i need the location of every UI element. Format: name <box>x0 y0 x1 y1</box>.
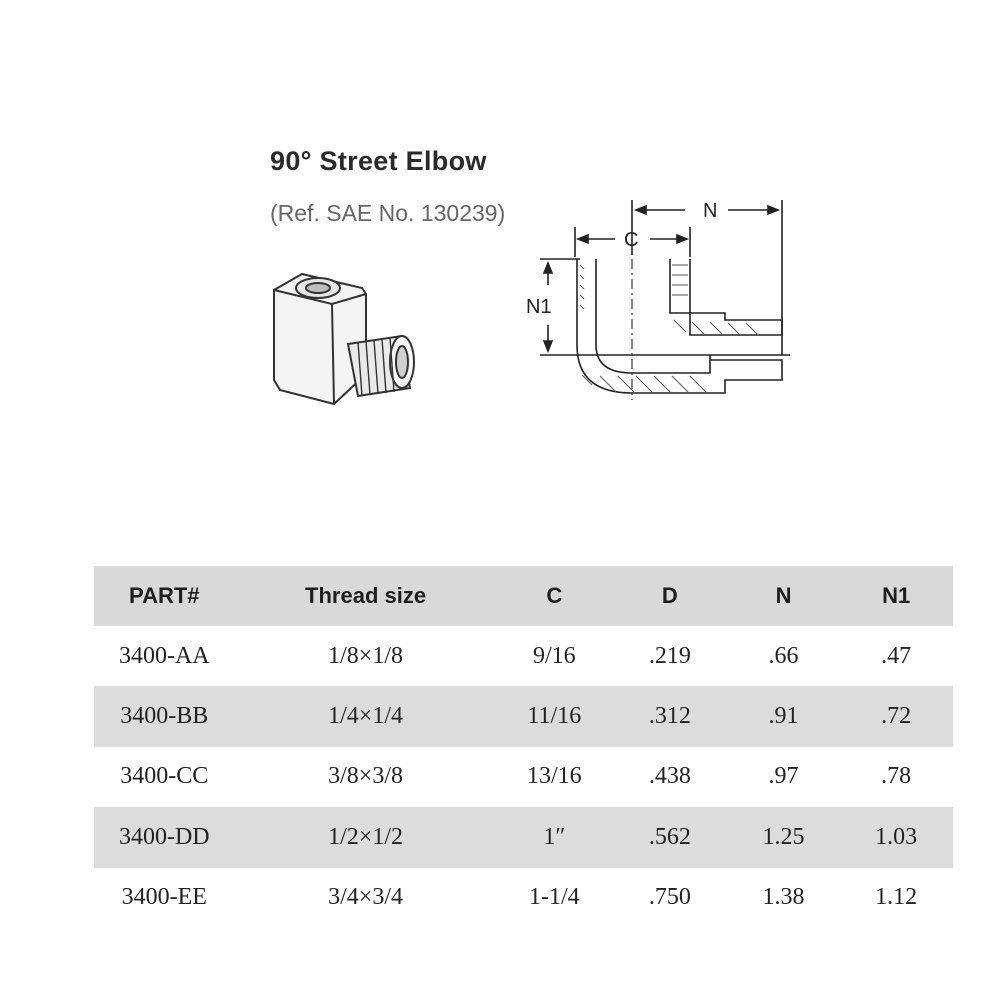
table-cell: 1.38 <box>762 884 805 911</box>
table-cell: .78 <box>881 763 912 790</box>
table-cell: 1.12 <box>875 884 918 911</box>
table-cell: 3/4×3/4 <box>328 884 403 911</box>
column-header: C <box>546 583 563 608</box>
table-cell: 13/16 <box>526 763 582 790</box>
column-header: Thread size <box>305 583 427 608</box>
table-row <box>94 747 953 807</box>
dimension-c-label: C <box>624 229 639 251</box>
page-subtitle: (Ref. SAE No. 130239) <box>270 200 506 226</box>
table-cell: .47 <box>881 642 912 669</box>
table-cell: .438 <box>648 763 691 790</box>
dimension-n1-label: N1 <box>526 296 552 318</box>
table-cell: 1/8×1/8 <box>328 642 403 669</box>
table-row <box>94 686 953 746</box>
table-cell: .219 <box>648 642 691 669</box>
section-drawing <box>520 195 800 410</box>
table-cell: .91 <box>768 703 799 730</box>
table-cell: .562 <box>648 823 691 850</box>
table-cell: .72 <box>881 703 912 730</box>
table-cell: 9/16 <box>532 642 576 669</box>
elbow-fitting-illustration <box>262 262 422 412</box>
table-cell: 1.25 <box>762 823 805 850</box>
table-cell: 3400-EE <box>121 884 207 911</box>
table-cell: 3/8×3/8 <box>328 763 403 790</box>
table-cell: .66 <box>768 642 799 669</box>
table-cell: 1-1/4 <box>528 884 580 911</box>
table-row <box>94 868 953 928</box>
table-cell: 1/4×1/4 <box>328 703 403 730</box>
column-header: PART# <box>129 583 200 608</box>
column-header: N <box>775 583 792 608</box>
table-header-row <box>94 566 953 626</box>
page-title: 90° Street Elbow <box>270 146 487 176</box>
table-cell: .97 <box>768 763 799 790</box>
table-cell: 3400-BB <box>120 703 209 730</box>
table-cell: .312 <box>648 703 691 730</box>
column-header: D <box>661 583 678 608</box>
table-cell: 3400-CC <box>120 763 209 790</box>
table-cell: .750 <box>648 884 691 911</box>
dimension-n-label: N <box>703 200 718 222</box>
dimensions-table <box>94 566 953 928</box>
table-cell: 3400-DD <box>118 823 210 850</box>
table-cell: 1/2×1/2 <box>328 823 403 850</box>
table-row <box>94 807 953 867</box>
table-cell: 1″ <box>543 823 566 850</box>
column-header: N1 <box>882 583 911 608</box>
table-cell: 3400-AA <box>118 642 210 669</box>
table-row <box>94 626 953 686</box>
table-cell: 11/16 <box>527 703 582 730</box>
table-cell: 1.03 <box>875 823 918 850</box>
